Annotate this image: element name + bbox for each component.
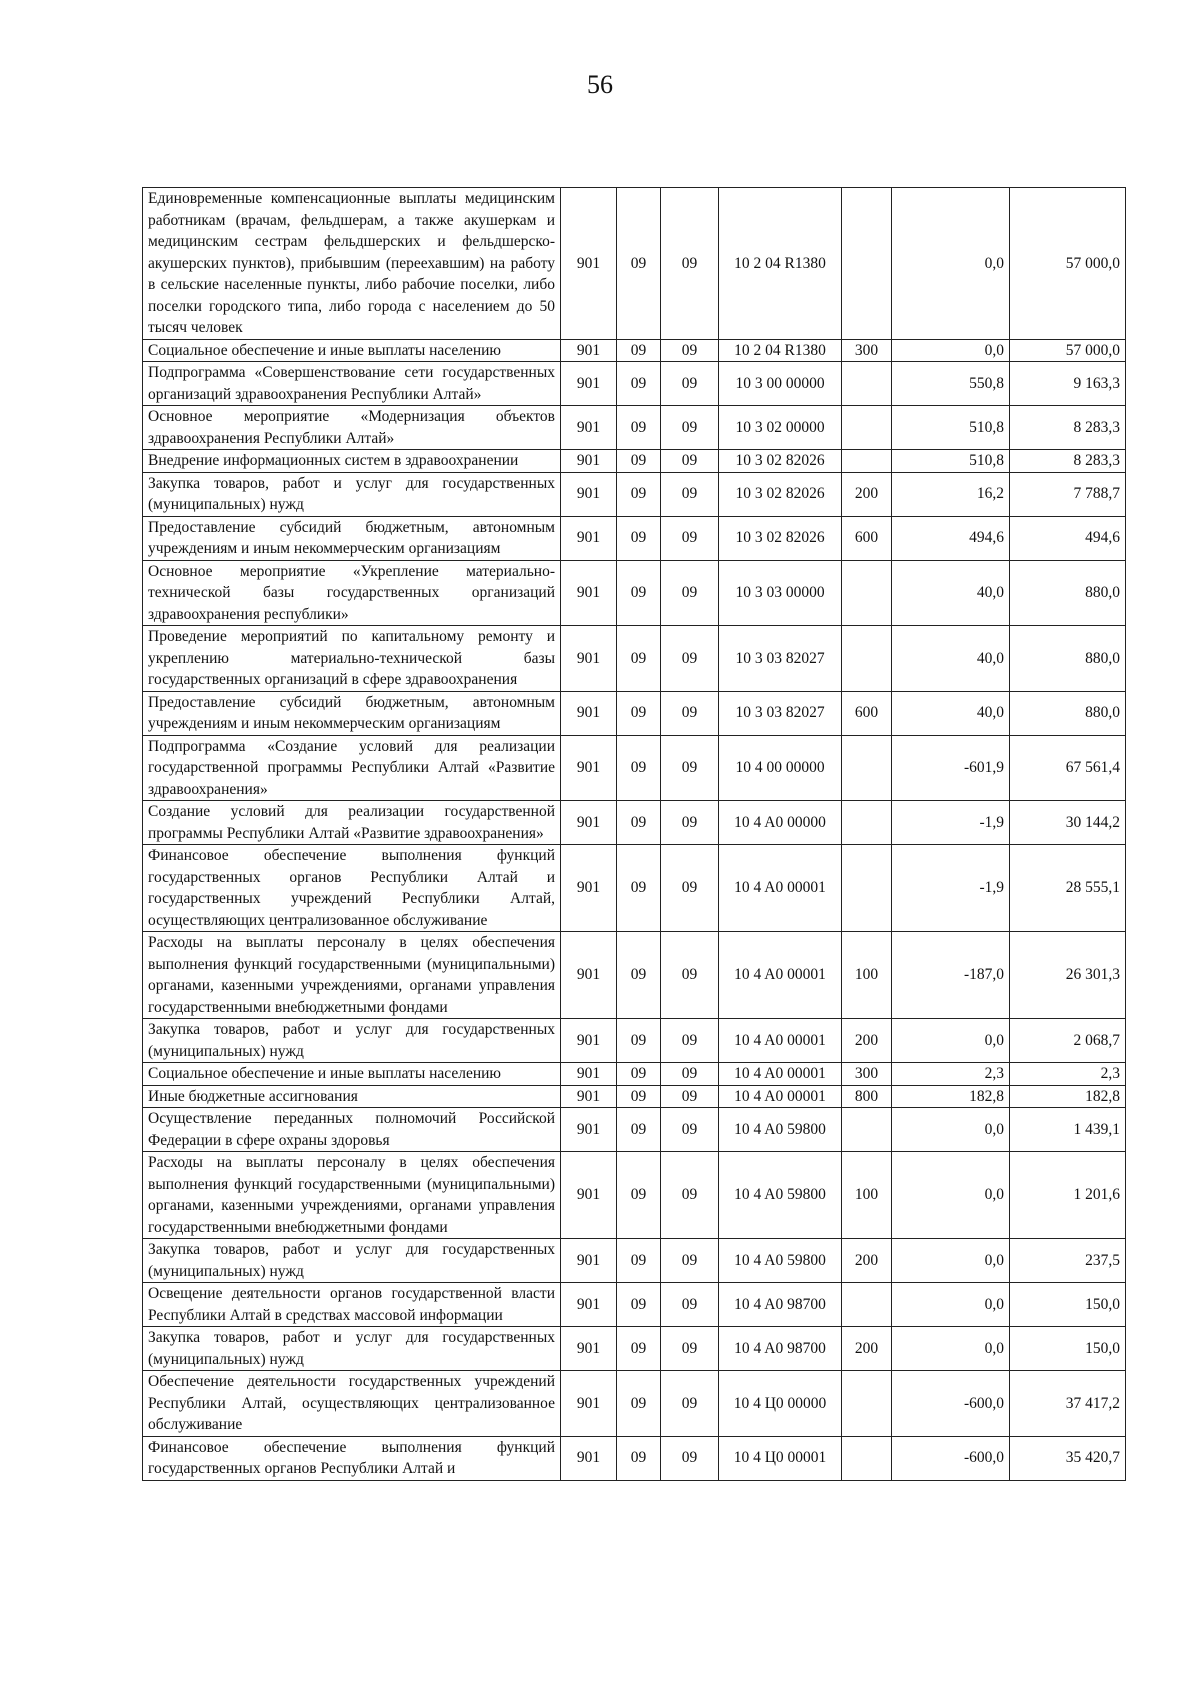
ministry-code: 901 bbox=[561, 362, 617, 406]
change-amount: 510,8 bbox=[892, 450, 1010, 473]
change-amount: 0,0 bbox=[892, 188, 1010, 340]
ministry-code: 901 bbox=[561, 1085, 617, 1108]
ministry-code: 901 bbox=[561, 450, 617, 473]
subsection-code: 09 bbox=[661, 1085, 719, 1108]
total-amount: 67 561,4 bbox=[1010, 735, 1126, 801]
expense-type-code: 200 bbox=[842, 1327, 892, 1371]
section-code: 09 bbox=[617, 691, 661, 735]
item-name: Закупка товаров, работ и услуг для государственных (муниципальных) нужд bbox=[143, 1239, 561, 1283]
page-number: 56 bbox=[587, 70, 613, 99]
subsection-code: 09 bbox=[661, 1019, 719, 1063]
ministry-code: 901 bbox=[561, 1283, 617, 1327]
expense-type-code: 300 bbox=[842, 339, 892, 362]
ministry-code: 901 bbox=[561, 735, 617, 801]
table-row bbox=[143, 188, 1126, 340]
ministry-code: 901 bbox=[561, 932, 617, 1019]
subsection-code: 09 bbox=[661, 1063, 719, 1086]
section-code: 09 bbox=[617, 1436, 661, 1480]
ministry-code: 901 bbox=[561, 1019, 617, 1063]
expense-type-code: 200 bbox=[842, 472, 892, 516]
change-amount: -601,9 bbox=[892, 735, 1010, 801]
expense-type-code: 300 bbox=[842, 1063, 892, 1086]
section-code: 09 bbox=[617, 1327, 661, 1371]
change-amount: -600,0 bbox=[892, 1436, 1010, 1480]
table-row bbox=[143, 339, 1126, 362]
total-amount: 182,8 bbox=[1010, 1085, 1126, 1108]
change-amount: 0,0 bbox=[892, 1327, 1010, 1371]
subsection-code: 09 bbox=[661, 1283, 719, 1327]
change-amount: 40,0 bbox=[892, 560, 1010, 626]
subsection-code: 09 bbox=[661, 406, 719, 450]
subsection-code: 09 bbox=[661, 932, 719, 1019]
subsection-code: 09 bbox=[661, 1436, 719, 1480]
target-article-code: 10 3 00 00000 bbox=[719, 362, 842, 406]
item-name: Основное мероприятие «Укрепление материально-технической базы государственных организаций здравоохранения республики» bbox=[143, 560, 561, 626]
item-name: Закупка товаров, работ и услуг для государственных (муниципальных) нужд bbox=[143, 472, 561, 516]
subsection-code: 09 bbox=[661, 801, 719, 845]
ministry-code: 901 bbox=[561, 472, 617, 516]
target-article-code: 10 3 02 82026 bbox=[719, 472, 842, 516]
change-amount: 16,2 bbox=[892, 472, 1010, 516]
ministry-code: 901 bbox=[561, 560, 617, 626]
target-article-code: 10 3 02 82026 bbox=[719, 450, 842, 473]
target-article-code: 10 4 A0 98700 bbox=[719, 1283, 842, 1327]
change-amount: 2,3 bbox=[892, 1063, 1010, 1086]
expense-type-code bbox=[842, 560, 892, 626]
target-article-code: 10 2 04 R1380 bbox=[719, 188, 842, 340]
section-code: 09 bbox=[617, 188, 661, 340]
target-article-code: 10 4 Ц0 00000 bbox=[719, 1371, 842, 1437]
total-amount: 7 788,7 bbox=[1010, 472, 1126, 516]
change-amount: 0,0 bbox=[892, 1152, 1010, 1239]
target-article-code: 10 4 A0 00001 bbox=[719, 932, 842, 1019]
item-name: Подпрограмма «Создание условий для реализации государственной программы Республики Алтай «Развитие здравоохранения» bbox=[143, 735, 561, 801]
expense-type-code bbox=[842, 801, 892, 845]
subsection-code: 09 bbox=[661, 339, 719, 362]
expense-type-code bbox=[842, 845, 892, 932]
change-amount: 0,0 bbox=[892, 339, 1010, 362]
expense-type-code: 600 bbox=[842, 516, 892, 560]
section-code: 09 bbox=[617, 1283, 661, 1327]
total-amount: 237,5 bbox=[1010, 1239, 1126, 1283]
subsection-code: 09 bbox=[661, 1108, 719, 1152]
item-name: Расходы на выплаты персоналу в целях обеспечения выполнения функций государственными (муниципальными) органами, казенными учреждениями, органами управления государственными внебюджетными фондами bbox=[143, 1152, 561, 1239]
table-row bbox=[143, 1371, 1126, 1437]
table-row bbox=[143, 735, 1126, 801]
ministry-code: 901 bbox=[561, 339, 617, 362]
expense-type-code bbox=[842, 406, 892, 450]
change-amount: 0,0 bbox=[892, 1239, 1010, 1283]
section-code: 09 bbox=[617, 1239, 661, 1283]
total-amount: 150,0 bbox=[1010, 1327, 1126, 1371]
target-article-code: 10 4 A0 98700 bbox=[719, 1327, 842, 1371]
target-article-code: 10 4 A0 59800 bbox=[719, 1108, 842, 1152]
ministry-code: 901 bbox=[561, 1371, 617, 1437]
section-code: 09 bbox=[617, 1085, 661, 1108]
ministry-code: 901 bbox=[561, 516, 617, 560]
table-row bbox=[143, 1436, 1126, 1480]
change-amount: 0,0 bbox=[892, 1019, 1010, 1063]
total-amount: 880,0 bbox=[1010, 626, 1126, 692]
table-row bbox=[143, 801, 1126, 845]
expense-type-code bbox=[842, 735, 892, 801]
item-name: Подпрограмма «Совершенствование сети государственных организаций здравоохранения Республики Алтай» bbox=[143, 362, 561, 406]
table-row bbox=[143, 472, 1126, 516]
section-code: 09 bbox=[617, 472, 661, 516]
expense-type-code: 200 bbox=[842, 1019, 892, 1063]
total-amount: 880,0 bbox=[1010, 560, 1126, 626]
item-name: Предоставление субсидий бюджетным, автономным учреждениям и иным некоммерческим организациям bbox=[143, 516, 561, 560]
section-code: 09 bbox=[617, 932, 661, 1019]
total-amount: 28 555,1 bbox=[1010, 845, 1126, 932]
table-row bbox=[143, 932, 1126, 1019]
item-name: Закупка товаров, работ и услуг для государственных (муниципальных) нужд bbox=[143, 1019, 561, 1063]
section-code: 09 bbox=[617, 1371, 661, 1437]
change-amount: 40,0 bbox=[892, 626, 1010, 692]
item-name: Социальное обеспечение и иные выплаты населению bbox=[143, 339, 561, 362]
target-article-code: 10 3 02 82026 bbox=[719, 516, 842, 560]
item-name: Иные бюджетные ассигнования bbox=[143, 1085, 561, 1108]
item-name: Осуществление переданных полномочий Российской Федерации в сфере охраны здоровья bbox=[143, 1108, 561, 1152]
table-row bbox=[143, 1108, 1126, 1152]
change-amount: -1,9 bbox=[892, 801, 1010, 845]
total-amount: 8 283,3 bbox=[1010, 406, 1126, 450]
target-article-code: 10 3 03 82027 bbox=[719, 691, 842, 735]
section-code: 09 bbox=[617, 406, 661, 450]
table-row bbox=[143, 1327, 1126, 1371]
total-amount: 37 417,2 bbox=[1010, 1371, 1126, 1437]
item-name: Освещение деятельности органов государственной власти Республики Алтай в средствах массовой информации bbox=[143, 1283, 561, 1327]
change-amount: -600,0 bbox=[892, 1371, 1010, 1437]
budget-table bbox=[142, 187, 1126, 1481]
subsection-code: 09 bbox=[661, 1371, 719, 1437]
expense-type-code bbox=[842, 450, 892, 473]
total-amount: 57 000,0 bbox=[1010, 188, 1126, 340]
total-amount: 1 201,6 bbox=[1010, 1152, 1126, 1239]
total-amount: 35 420,7 bbox=[1010, 1436, 1126, 1480]
subsection-code: 09 bbox=[661, 1152, 719, 1239]
table-row bbox=[143, 1283, 1126, 1327]
expense-type-code bbox=[842, 1371, 892, 1437]
change-amount: 510,8 bbox=[892, 406, 1010, 450]
table-row bbox=[143, 1152, 1126, 1239]
target-article-code: 10 4 Ц0 00001 bbox=[719, 1436, 842, 1480]
subsection-code: 09 bbox=[661, 516, 719, 560]
total-amount: 2,3 bbox=[1010, 1063, 1126, 1086]
section-code: 09 bbox=[617, 801, 661, 845]
total-amount: 494,6 bbox=[1010, 516, 1126, 560]
change-amount: 182,8 bbox=[892, 1085, 1010, 1108]
target-article-code: 10 4 A0 59800 bbox=[719, 1152, 842, 1239]
total-amount: 8 283,3 bbox=[1010, 450, 1126, 473]
ministry-code: 901 bbox=[561, 1152, 617, 1239]
subsection-code: 09 bbox=[661, 362, 719, 406]
expense-type-code bbox=[842, 188, 892, 340]
table-row bbox=[143, 626, 1126, 692]
subsection-code: 09 bbox=[661, 188, 719, 340]
total-amount: 26 301,3 bbox=[1010, 932, 1126, 1019]
section-code: 09 bbox=[617, 560, 661, 626]
section-code: 09 bbox=[617, 1108, 661, 1152]
budget-table-body bbox=[143, 188, 1126, 1481]
ministry-code: 901 bbox=[561, 1327, 617, 1371]
target-article-code: 10 2 04 R1380 bbox=[719, 339, 842, 362]
ministry-code: 901 bbox=[561, 1063, 617, 1086]
table-row bbox=[143, 560, 1126, 626]
target-article-code: 10 3 03 00000 bbox=[719, 560, 842, 626]
table-row bbox=[143, 362, 1126, 406]
change-amount: -1,9 bbox=[892, 845, 1010, 932]
expense-type-code bbox=[842, 626, 892, 692]
total-amount: 150,0 bbox=[1010, 1283, 1126, 1327]
item-name: Финансовое обеспечение выполнения функций государственных органов Республики Алтай и государственных учреждений Республики Алтай, осуществляющих централизованное обслуживание bbox=[143, 845, 561, 932]
subsection-code: 09 bbox=[661, 560, 719, 626]
expense-type-code: 200 bbox=[842, 1239, 892, 1283]
item-name: Закупка товаров, работ и услуг для государственных (муниципальных) нужд bbox=[143, 1327, 561, 1371]
target-article-code: 10 4 A0 00001 bbox=[719, 1019, 842, 1063]
total-amount: 880,0 bbox=[1010, 691, 1126, 735]
expense-type-code bbox=[842, 1283, 892, 1327]
item-name: Социальное обеспечение и иные выплаты населению bbox=[143, 1063, 561, 1086]
section-code: 09 bbox=[617, 735, 661, 801]
change-amount: 494,6 bbox=[892, 516, 1010, 560]
item-name: Единовременные компенсационные выплаты медицинским работникам (врачам, фельдшерам, а также акушеркам и медицинским сестрам фельдшерских и фельдшерско-акушерских пунктов), прибывшим (переехавшим) на работу в сельские населенные пункты, либо рабочие поселки, либо поселки городского типа, либо города с населением до 50 тысяч человек bbox=[143, 188, 561, 340]
target-article-code: 10 3 03 82027 bbox=[719, 626, 842, 692]
ministry-code: 901 bbox=[561, 1108, 617, 1152]
item-name: Проведение мероприятий по капитальному ремонту и укреплению материально-технической базы государственных организаций в сфере здравоохранения bbox=[143, 626, 561, 692]
expense-type-code bbox=[842, 362, 892, 406]
item-name: Расходы на выплаты персоналу в целях обеспечения выполнения функций государственными (муниципальными) органами, казенными учреждениями, органами управления государственными внебюджетными фондами bbox=[143, 932, 561, 1019]
change-amount: 0,0 bbox=[892, 1108, 1010, 1152]
table-row bbox=[143, 845, 1126, 932]
ministry-code: 901 bbox=[561, 406, 617, 450]
subsection-code: 09 bbox=[661, 691, 719, 735]
table-row bbox=[143, 1019, 1126, 1063]
item-name: Предоставление субсидий бюджетным, автономным учреждениям и иным некоммерческим организациям bbox=[143, 691, 561, 735]
ministry-code: 901 bbox=[561, 845, 617, 932]
expense-type-code bbox=[842, 1108, 892, 1152]
target-article-code: 10 4 00 00000 bbox=[719, 735, 842, 801]
expense-type-code bbox=[842, 1436, 892, 1480]
subsection-code: 09 bbox=[661, 1239, 719, 1283]
target-article-code: 10 4 A0 00000 bbox=[719, 801, 842, 845]
item-name: Основное мероприятие «Модернизация объектов здравоохранения Республики Алтай» bbox=[143, 406, 561, 450]
total-amount: 1 439,1 bbox=[1010, 1108, 1126, 1152]
subsection-code: 09 bbox=[661, 450, 719, 473]
change-amount: 0,0 bbox=[892, 1283, 1010, 1327]
section-code: 09 bbox=[617, 845, 661, 932]
table-row bbox=[143, 516, 1126, 560]
total-amount: 57 000,0 bbox=[1010, 339, 1126, 362]
item-name: Обеспечение деятельности государственных учреждений Республики Алтай, осуществляющих централизованное обслуживание bbox=[143, 1371, 561, 1437]
ministry-code: 901 bbox=[561, 1239, 617, 1283]
total-amount: 2 068,7 bbox=[1010, 1019, 1126, 1063]
ministry-code: 901 bbox=[561, 626, 617, 692]
section-code: 09 bbox=[617, 450, 661, 473]
section-code: 09 bbox=[617, 516, 661, 560]
expense-type-code: 100 bbox=[842, 1152, 892, 1239]
section-code: 09 bbox=[617, 1063, 661, 1086]
change-amount: 40,0 bbox=[892, 691, 1010, 735]
subsection-code: 09 bbox=[661, 845, 719, 932]
total-amount: 30 144,2 bbox=[1010, 801, 1126, 845]
ministry-code: 901 bbox=[561, 801, 617, 845]
target-article-code: 10 3 02 00000 bbox=[719, 406, 842, 450]
section-code: 09 bbox=[617, 1019, 661, 1063]
target-article-code: 10 4 A0 00001 bbox=[719, 1085, 842, 1108]
total-amount: 9 163,3 bbox=[1010, 362, 1126, 406]
target-article-code: 10 4 A0 00001 bbox=[719, 845, 842, 932]
table-row bbox=[143, 691, 1126, 735]
ministry-code: 901 bbox=[561, 691, 617, 735]
table-row bbox=[143, 406, 1126, 450]
target-article-code: 10 4 A0 00001 bbox=[719, 1063, 842, 1086]
section-code: 09 bbox=[617, 626, 661, 692]
item-name: Создание условий для реализации государственной программы Республики Алтай «Развитие здравоохранения» bbox=[143, 801, 561, 845]
table-row bbox=[143, 1239, 1126, 1283]
target-article-code: 10 4 A0 59800 bbox=[719, 1239, 842, 1283]
ministry-code: 901 bbox=[561, 1436, 617, 1480]
ministry-code: 901 bbox=[561, 188, 617, 340]
item-name: Финансовое обеспечение выполнения функций государственных органов Республики Алтай и bbox=[143, 1436, 561, 1480]
item-name: Внедрение информационных систем в здравоохранении bbox=[143, 450, 561, 473]
change-amount: -187,0 bbox=[892, 932, 1010, 1019]
subsection-code: 09 bbox=[661, 626, 719, 692]
subsection-code: 09 bbox=[661, 735, 719, 801]
expense-type-code: 100 bbox=[842, 932, 892, 1019]
subsection-code: 09 bbox=[661, 472, 719, 516]
table-row bbox=[143, 1085, 1126, 1108]
subsection-code: 09 bbox=[661, 1327, 719, 1371]
section-code: 09 bbox=[617, 362, 661, 406]
change-amount: 550,8 bbox=[892, 362, 1010, 406]
section-code: 09 bbox=[617, 1152, 661, 1239]
expense-type-code: 600 bbox=[842, 691, 892, 735]
expense-type-code: 800 bbox=[842, 1085, 892, 1108]
table-row bbox=[143, 1063, 1126, 1086]
table-row bbox=[143, 450, 1126, 473]
section-code: 09 bbox=[617, 339, 661, 362]
